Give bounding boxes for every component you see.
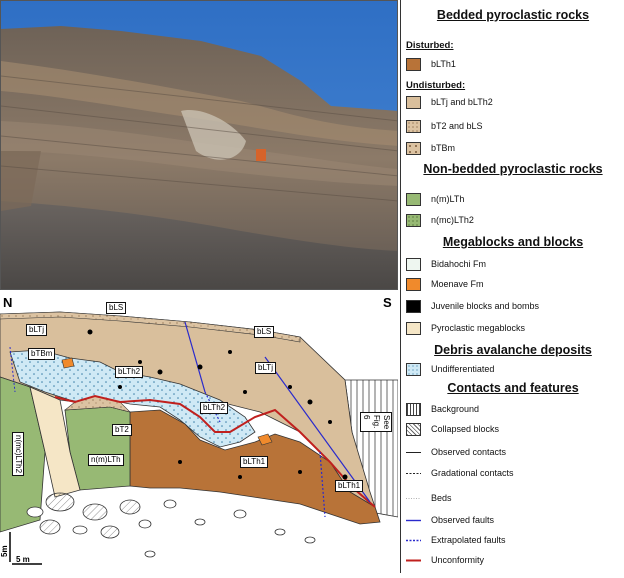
swatch-undifferentiated	[406, 363, 421, 376]
legend-item-juvenile	[406, 298, 539, 314]
swatch-bTBm	[406, 142, 421, 155]
legend-item-observed-faults	[406, 512, 494, 528]
legend-item-collapsed-blocks	[406, 421, 499, 437]
legend-item-background	[406, 401, 479, 417]
beds-line-icon	[406, 492, 421, 505]
observed-fault-line-icon	[406, 514, 421, 527]
legend-heading-megablocks: Megablocks and blocks	[442, 235, 584, 249]
label-bLTj-left: bLTj	[26, 324, 47, 336]
label-bLS-right: bLS	[254, 326, 274, 338]
swatch-juvenile	[406, 300, 421, 313]
background-hatch-icon	[406, 403, 421, 416]
label-bTBm: bTBm	[28, 348, 55, 360]
legend-item-undifferentiated	[406, 361, 494, 377]
legend-label: bLTj and bLTh2	[431, 97, 493, 107]
legend-label: Extrapolated faults	[431, 535, 506, 545]
swatch-nmLTh	[406, 193, 421, 206]
outcrop-photo	[0, 0, 398, 290]
label-bLTh2-left: bLTh2	[115, 366, 143, 378]
unconformity-line-icon	[406, 554, 421, 567]
legend-item-bLTh1	[406, 56, 456, 72]
legend-label: Pyroclastic megablocks	[431, 323, 526, 333]
see-fig-6-label: See Fig. 6	[360, 412, 392, 432]
label-nmLTh: n(m)LTh	[88, 454, 124, 466]
label-nmcLTh2: n(mc)LTh2	[12, 432, 24, 476]
swatch-pyroclastic-megablocks	[406, 322, 421, 335]
legend-label: Observed faults	[431, 515, 495, 525]
legend-panel	[400, 0, 624, 573]
label-bLTh1-right: bLTh1	[335, 480, 363, 492]
swatch-nmcLTh2	[406, 214, 421, 227]
north-label: N	[3, 295, 13, 310]
legend-label: Collapsed blocks	[431, 424, 500, 434]
legend-label: Bidahochi Fm	[431, 259, 487, 269]
legend-label: n(mc)LTh2	[431, 215, 474, 225]
legend-item-nmLTh	[406, 191, 464, 207]
collapsed-blocks-icon	[406, 423, 421, 436]
gradational-contact-line-icon	[406, 467, 421, 480]
legend-label: Beds	[431, 493, 452, 503]
label-bLTh2-center: bLTh2	[200, 402, 228, 414]
legend-item-nmcLTh2	[406, 212, 474, 228]
south-label: S	[383, 295, 392, 310]
legend-item-bLTj-bLTh2	[406, 94, 493, 110]
legend-label: Gradational contacts	[431, 468, 514, 478]
swatch-bLTh1	[406, 58, 421, 71]
observed-contact-line-icon	[406, 446, 421, 459]
extrapolated-fault-line-icon	[406, 534, 421, 547]
geologic-cross-section	[0, 292, 398, 573]
legend-item-extrapolated-faults	[406, 532, 506, 548]
legend-label: Background	[431, 404, 480, 414]
legend-label: Juvenile blocks and bombs	[431, 301, 540, 311]
label-bT2: bT2	[112, 424, 132, 436]
swatch-bT2-bLS	[406, 120, 421, 133]
legend-heading-contacts: Contacts and features	[447, 381, 579, 395]
legend-heading-nonbedded: Non-bedded pyroclastic rocks	[423, 162, 603, 176]
legend-subheading-disturbed: Disturbed:	[406, 40, 454, 51]
legend-heading-debris: Debris avalanche deposits	[434, 343, 592, 357]
legend-item-observed-contacts	[406, 444, 506, 460]
legend-label: Observed contacts	[431, 447, 507, 457]
legend-item-beds	[406, 490, 452, 506]
legend-item-bT2-bLS	[406, 118, 483, 134]
label-bLS-upper: bLS	[106, 302, 126, 314]
legend-label: bTBm	[431, 143, 456, 153]
legend-label: Unconformity	[431, 555, 485, 565]
legend-label: n(m)LTh	[431, 194, 465, 204]
vertical-scale-label: 5m	[0, 545, 9, 557]
swatch-bLTj-bLTh2	[406, 96, 421, 109]
swatch-bidahochi	[406, 258, 421, 271]
legend-label: Moenave Fm	[431, 279, 484, 289]
horizontal-scale-label: 5 m	[16, 555, 30, 564]
legend-subheading-undisturbed: Undisturbed:	[406, 80, 466, 91]
legend-label: bT2 and bLS	[431, 121, 483, 131]
swatch-moenave	[406, 278, 421, 291]
label-bLTh1-center: bLTh1	[240, 456, 268, 468]
legend-item-unconformity	[406, 552, 484, 568]
legend-item-bidahochi	[406, 256, 486, 272]
legend-item-bTBm	[406, 140, 455, 156]
outcrop-photo-graphic	[1, 1, 398, 290]
legend-label: Undifferentiated	[431, 364, 495, 374]
legend-label: bLTh1	[431, 59, 456, 69]
legend-heading-bedded: Bedded pyroclastic rocks	[436, 8, 590, 22]
label-bLTj-right: bLTj	[255, 362, 276, 374]
legend-item-moenave	[406, 276, 484, 292]
legend-item-gradational-contacts	[406, 465, 514, 481]
cross-section-graphic	[0, 292, 398, 573]
legend-item-pyroclastic-megablocks	[406, 320, 525, 336]
